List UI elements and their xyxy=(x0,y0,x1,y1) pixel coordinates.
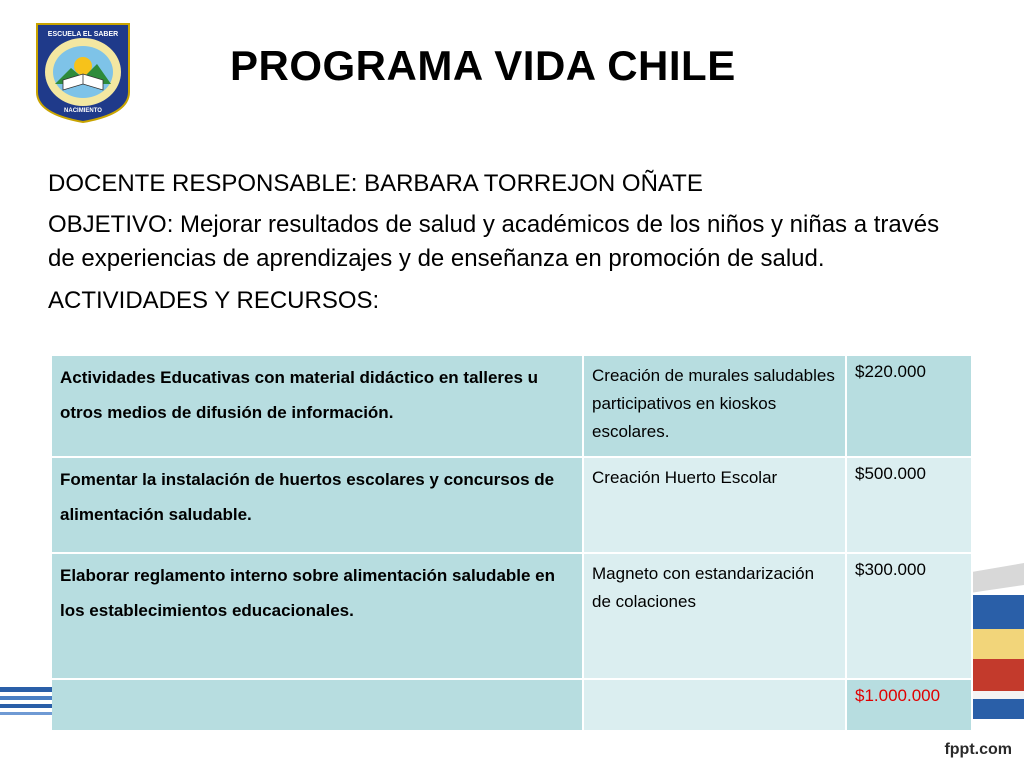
activity-cell: Elaborar reglamento interno sobre alimentación saludable en los establecimientos educacionales. xyxy=(52,554,584,680)
resource-cell xyxy=(584,680,847,732)
school-logo xyxy=(33,22,133,124)
activity-cell xyxy=(52,680,584,732)
footer-brand: fppt.com xyxy=(944,741,1012,758)
resource-cell: Magneto con estandarización de colaciones xyxy=(584,554,847,680)
activities-table xyxy=(52,356,973,732)
docente-line: DOCENTE RESPONSABLE: BARBARA TORREJON OÑATE xyxy=(48,170,703,197)
actividades-heading: ACTIVIDADES Y RECURSOS: xyxy=(48,287,380,314)
amount-cell: $220.000 xyxy=(847,356,973,458)
body-text xyxy=(48,168,948,325)
logo-top-text: ESCUELA EL SABER xyxy=(47,31,119,38)
logo-bottom-text: NACIMIENTO xyxy=(64,108,102,114)
total-amount-cell: $1.000.000 xyxy=(847,680,973,732)
table-row xyxy=(52,356,973,458)
table-row xyxy=(52,458,973,554)
activity-cell: Fomentar la instalación de huertos escolares y concursos de alimentación saludable. xyxy=(52,458,584,554)
activity-cell: Actividades Educativas con material didáctico en talleres u otros medios de difusión de información. xyxy=(52,356,584,458)
page-title: PROGRAMA VIDA CHILE xyxy=(230,42,736,89)
amount-cell: $300.000 xyxy=(847,554,973,680)
table-row xyxy=(52,554,973,680)
total-row xyxy=(52,680,973,732)
resource-cell: Creación Huerto Escolar xyxy=(584,458,847,554)
amount-cell: $500.000 xyxy=(847,458,973,554)
resource-cell: Creación de murales saludables participativos en kioskos escolares. xyxy=(584,356,847,458)
objetivo-paragraph: OBJETIVO: Mejorar resultados de salud y académicos de los niños y niñas a través de experiencias de aprendizajes y de enseñanza en promoción de salud. xyxy=(48,211,940,272)
